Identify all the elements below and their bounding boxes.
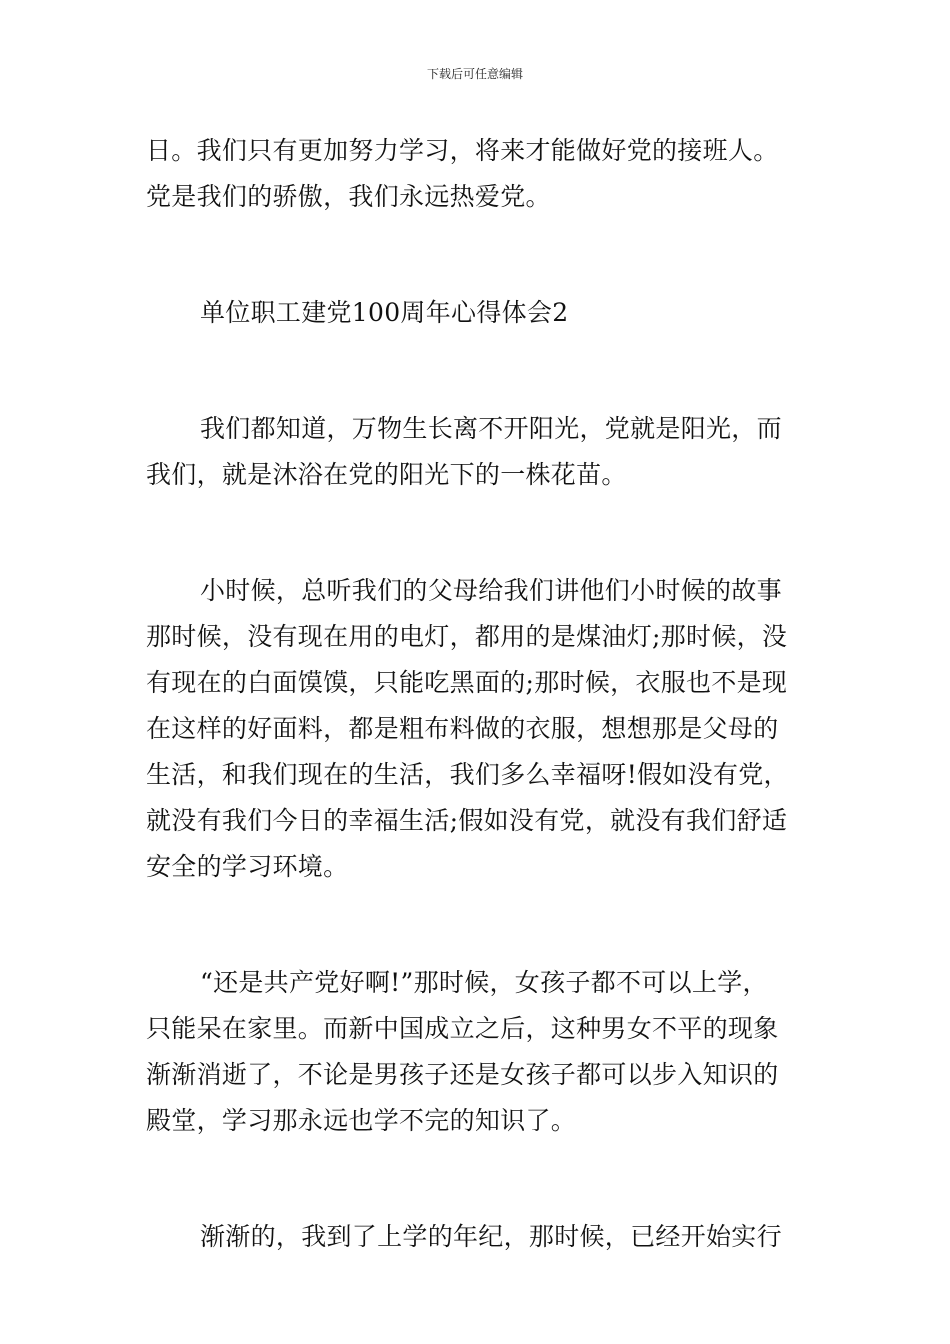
- heading-text: 单位职工建党100周年心得体会2: [200, 298, 569, 327]
- text-line: 党是我们的骄傲，我们永远热爱党。: [146, 182, 551, 211]
- page-header: 下载后可任意编辑: [426, 67, 523, 81]
- section-heading: [146, 290, 808, 336]
- text-line: 在这样的好面料，都是粗布料做的衣服，想想那是父母的: [146, 714, 779, 743]
- text-line: 生活，和我们现在的生活，我们多么幸福呀!假如没有党，: [146, 760, 789, 789]
- text-line: 日。我们只有更加努力学习，将来才能做好党的接班人。: [146, 136, 779, 165]
- document-body: [146, 128, 808, 1260]
- text-line: 安全的学习环境。: [146, 852, 349, 881]
- text-line: 有现在的白面馍馍，只能吃黑面的;那时候，衣服也不是现: [146, 668, 788, 697]
- text-line: 就没有我们今日的幸福生活;假如没有党，就没有我们舒适: [146, 806, 788, 835]
- text-line: “还是共产党好啊!”那时候，女孩子都不可以上学，: [200, 968, 768, 997]
- text-line: 小时候，总听我们的父母给我们讲他们小时候的故事: [200, 576, 782, 605]
- paragraph-gap: [146, 220, 808, 290]
- paragraph-gap: [146, 498, 808, 568]
- paragraph-continuation: [146, 128, 808, 220]
- text-line: 渐渐的，我到了上学的年纪，那时候，已经开始实行: [200, 1222, 782, 1251]
- paragraph-gap: [146, 1144, 808, 1214]
- paragraph-gap: [146, 890, 808, 960]
- text-line: 那时候，没有现在用的电灯，都用的是煤油灯;那时候，没: [146, 622, 788, 651]
- paragraph-gap: [146, 336, 808, 406]
- paragraph-school: [146, 1214, 808, 1260]
- text-line: 殿堂，学习那永远也学不完的知识了。: [146, 1106, 577, 1135]
- text-line: 我们都知道，万物生长离不开阳光，党就是阳光，而: [200, 414, 782, 443]
- paragraph-childhood: [146, 568, 808, 890]
- text-line: 我们，就是沐浴在党的阳光下的一株花苗。: [146, 460, 627, 489]
- paragraph-sunshine: [146, 406, 808, 498]
- paragraph-party: [146, 960, 808, 1144]
- text-line: 渐渐消逝了，不论是男孩子还是女孩子都可以步入知识的: [146, 1060, 779, 1089]
- text-line: 只能呆在家里。而新中国成立之后，这种男女不平的现象: [146, 1014, 779, 1043]
